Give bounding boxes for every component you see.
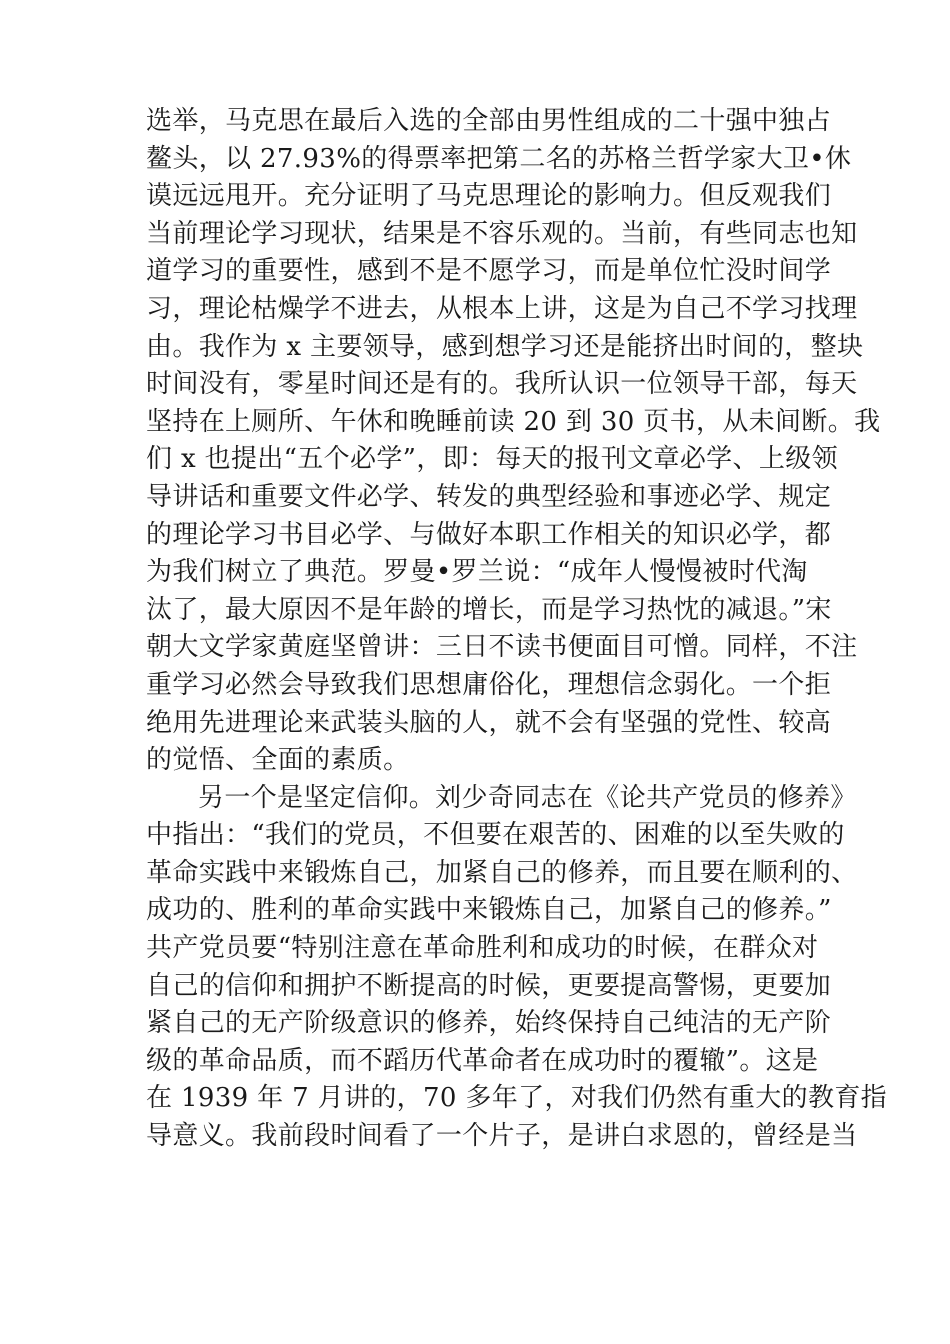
text-line: 级的革命品质，而不蹈历代革命者在成功时的覆辙”。这是 bbox=[146, 1045, 819, 1076]
text-line: 道学习的重要性，感到不是不愿学习，而是单位忙没时间学 bbox=[146, 256, 832, 287]
text-line: 的觉悟、全面的素质。 bbox=[146, 745, 410, 776]
text-line: 坚持在上厕所、午休和晚睡前读 20 到 30 页书，从未间断。我 bbox=[146, 406, 881, 437]
text-line: 中指出：“我们的党员，不但要在艰苦的、困难的以至失败的 bbox=[146, 820, 845, 851]
text-line: 谟远远甩开。充分证明了马克思理论的影响力。但反观我们 bbox=[146, 181, 832, 212]
text-line: 绝用先进理论来武装头脑的人，就不会有坚强的党性、较高 bbox=[146, 707, 832, 738]
text-line: 时间没有，零星时间还是有的。我所认识一位领导干部，每天 bbox=[146, 369, 858, 400]
text-line: 选举，马克思在最后入选的全部由男性组成的二十强中独占 bbox=[146, 106, 832, 136]
text-line: 自己的信仰和拥护不断提高的时候，更要提高警惕，更要加 bbox=[146, 970, 832, 1001]
text-line: 重学习必然会导致我们思想庸俗化，理想信念弱化。一个拒 bbox=[146, 669, 832, 700]
text-line: 导意义。我前段时间看了一个片子，是讲白求恩的，曾经是当 bbox=[146, 1121, 858, 1152]
text-line: 为我们树立了典范。罗曼•罗兰说：“成年人慢慢被时代淘 bbox=[146, 557, 808, 588]
text-line: 成功的、胜利的革命实践中来锻炼自己，加紧自己的修养。” bbox=[146, 895, 832, 926]
text-line: 紧自己的无产阶级意识的修养，始终保持自己纯洁的无产阶 bbox=[146, 1008, 832, 1039]
text-line: 当前理论学习现状，结果是不容乐观的。当前，有些同志也知 bbox=[146, 218, 858, 249]
text-line: 鳌头，以 27.93%的得票率把第二名的苏格兰哲学家大卫•休 bbox=[146, 143, 852, 174]
text-line: 共产党员要“特别注意在革命胜利和成功的时候，在群众对 bbox=[146, 933, 819, 964]
text-line: 汰了，最大原因不是年龄的增长，而是学习热忱的减退。”宋 bbox=[146, 594, 832, 625]
text-line: 导讲话和重要文件必学、转发的典型经验和事迹必学、规定 bbox=[146, 481, 832, 512]
text-line: 革命实践中来锻炼自己，加紧自己的修养，而且要在顺利的、 bbox=[146, 857, 858, 888]
text-line: 的理论学习书目必学、与做好本职工作相关的知识必学，都 bbox=[146, 519, 832, 550]
paragraph bbox=[146, 780, 888, 1156]
paragraph bbox=[146, 103, 881, 780]
text-line: 们 x 也提出“五个必学”，即：每天的报刊文章必学、上级领 bbox=[146, 444, 838, 475]
text-line: 另一个是坚定信仰。刘少奇同志在《论共产党员的修养》 bbox=[198, 782, 857, 813]
body-text bbox=[146, 103, 888, 1156]
text-line: 在 1939 年 7 月讲的，70 多年了，对我们仍然有重大的教育指 bbox=[146, 1083, 888, 1114]
text-line: 习，理论枯燥学不进去，从根本上讲，这是为自己不学习找理 bbox=[146, 293, 858, 324]
text-line: 朝大文学家黄庭坚曾讲：三日不读书便面目可憎。同样，不注 bbox=[146, 632, 858, 663]
text-line: 由。我作为 x 主要领导，感到想学习还是能挤出时间的，整块 bbox=[146, 331, 864, 362]
